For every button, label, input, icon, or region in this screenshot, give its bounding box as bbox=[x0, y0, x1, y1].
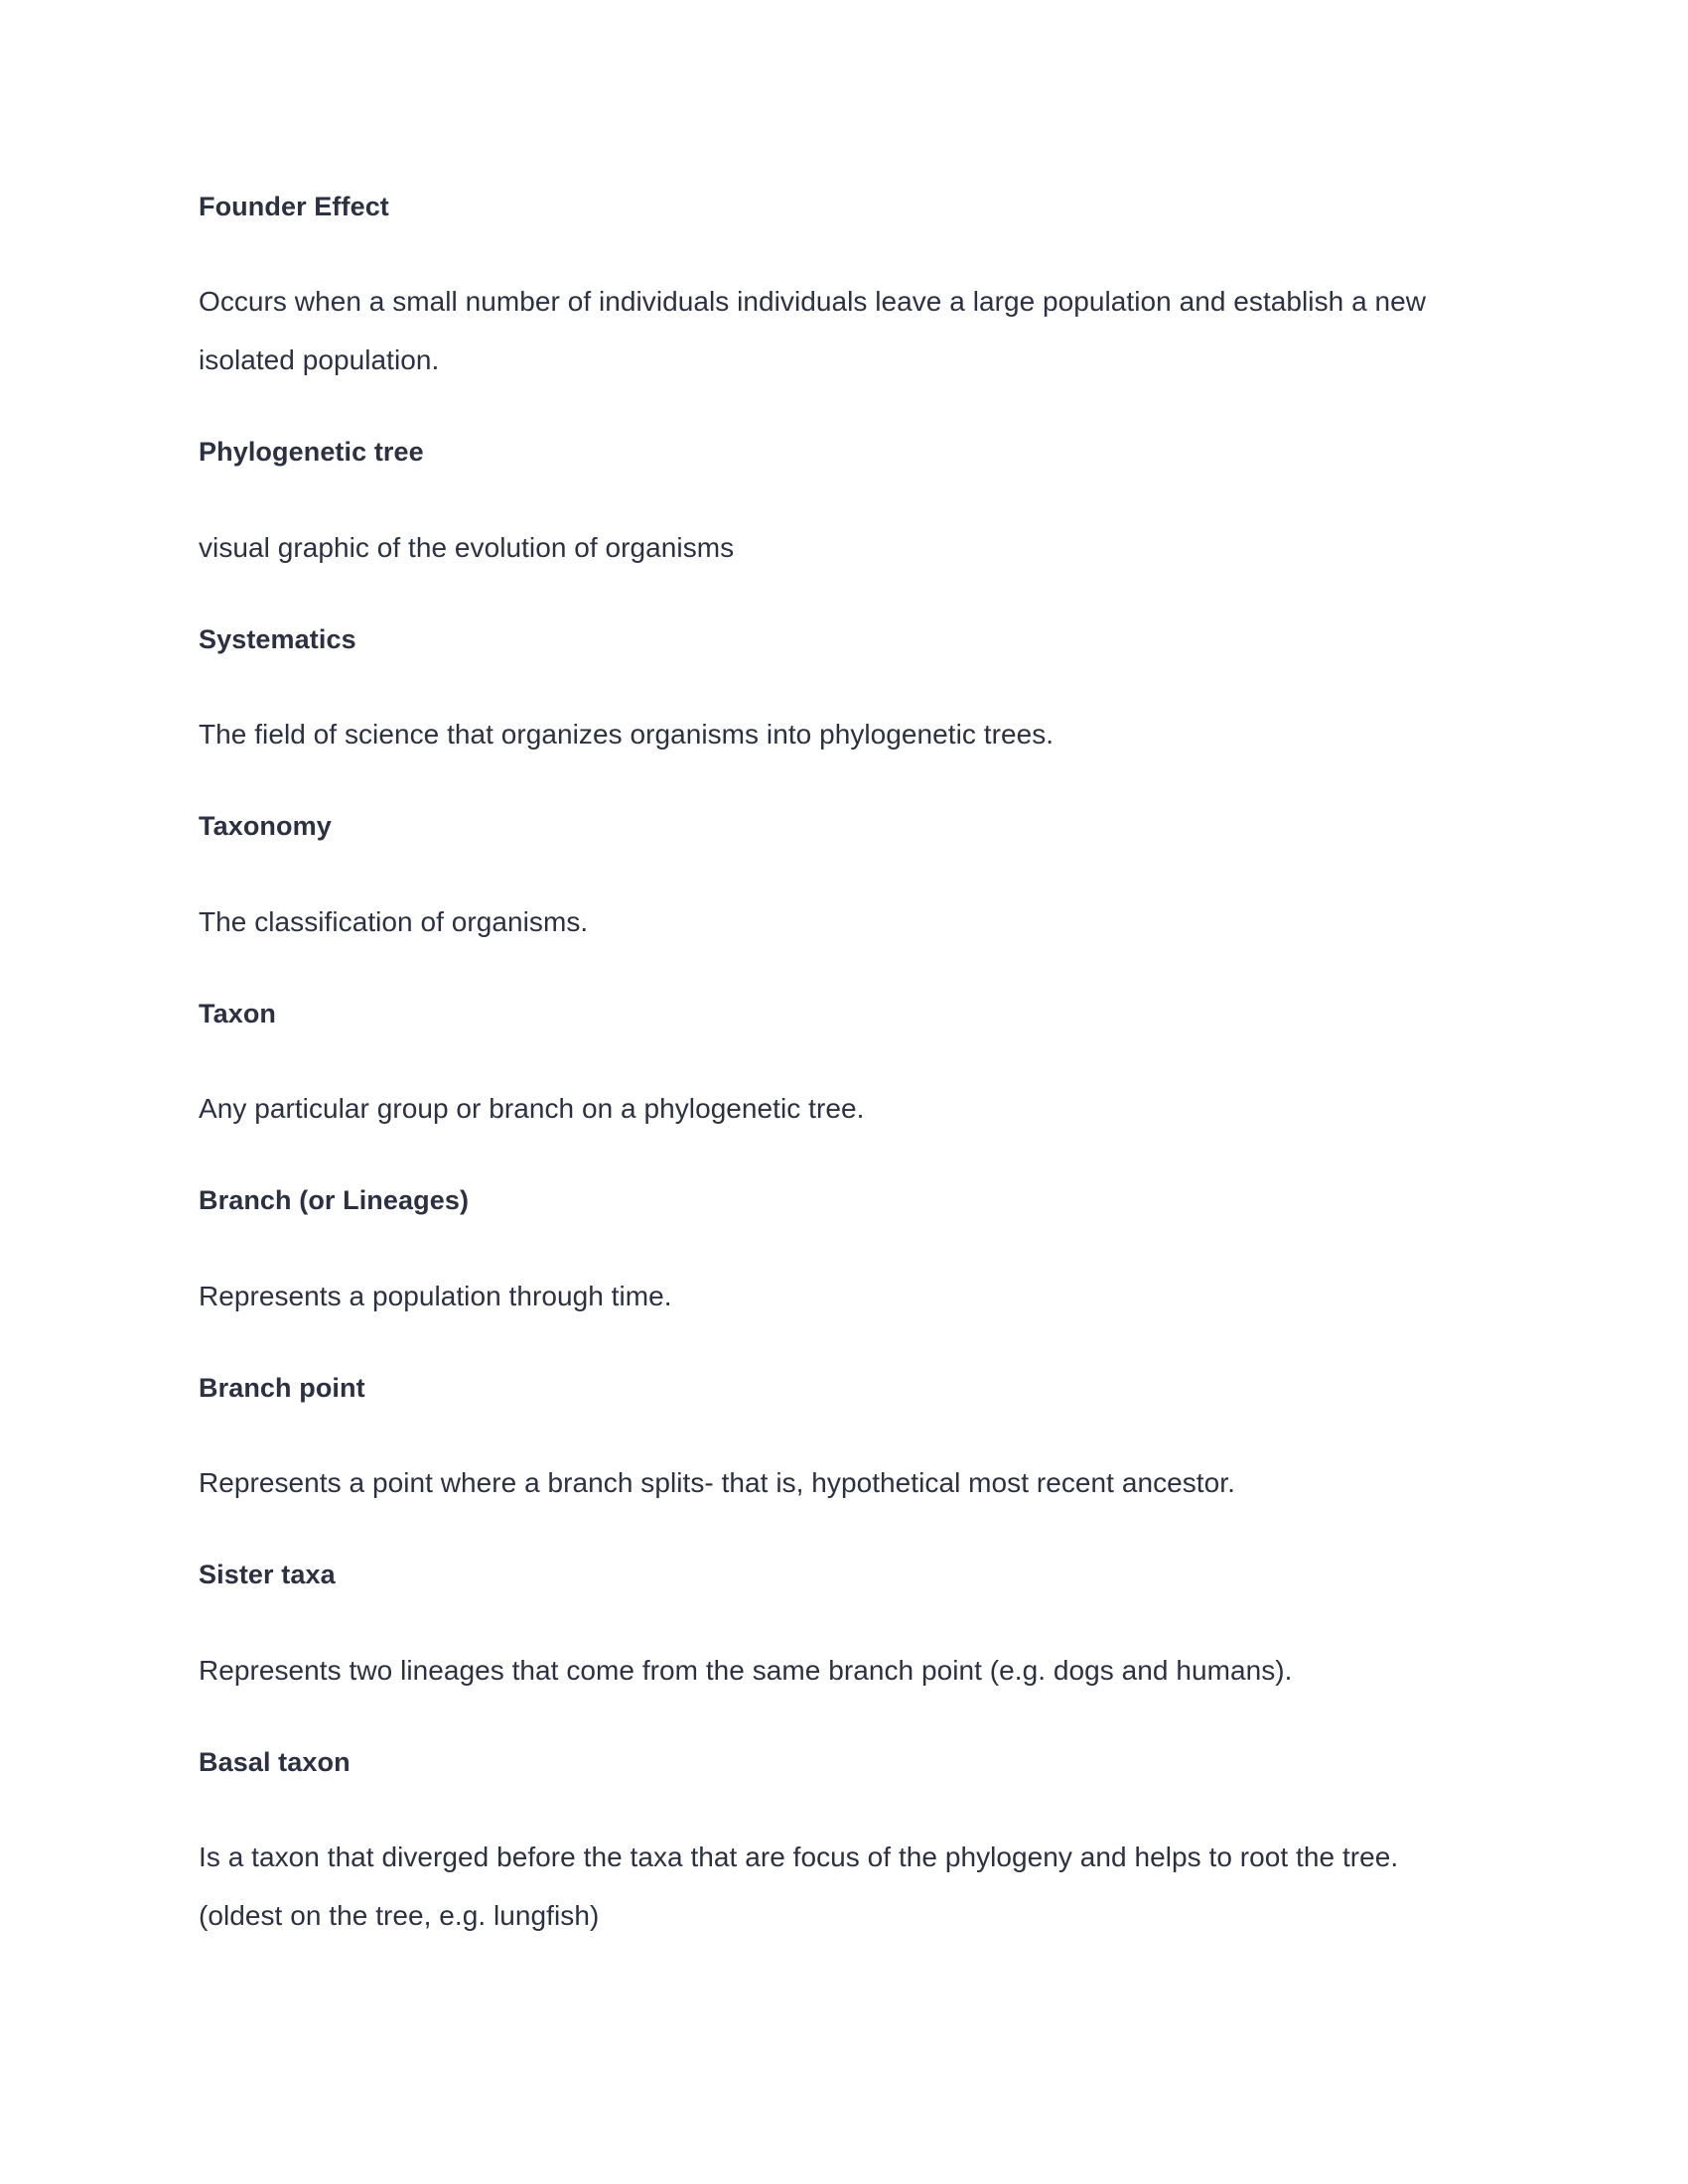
term-definition: Represents a population through time. bbox=[199, 1280, 672, 1311]
glossary-entry bbox=[199, 996, 1440, 1138]
glossary-entry bbox=[199, 189, 1440, 389]
term-heading: Sister taxa bbox=[199, 1560, 336, 1590]
term-heading: Branch point bbox=[199, 1372, 365, 1403]
glossary-entry bbox=[199, 1370, 1440, 1512]
term-definition: Occurs when a small number of individuals individuals leave a large population and establish a new isolated population. bbox=[199, 286, 1427, 376]
document-content bbox=[199, 189, 1440, 1945]
glossary-entry bbox=[199, 808, 1440, 950]
term-heading: Founder Effect bbox=[199, 192, 389, 221]
term-heading: Systematics bbox=[199, 623, 356, 654]
glossary-entry bbox=[199, 1744, 1440, 1945]
term-definition: The classification of organisms. bbox=[199, 905, 589, 937]
term-heading: Branch (or Lineages) bbox=[199, 1185, 470, 1216]
term-definition: visual graphic of the evolution of organisms bbox=[199, 531, 735, 563]
term-definition: The field of science that organizes organisms into phylogenetic trees. bbox=[199, 719, 1055, 751]
glossary-entry bbox=[199, 1557, 1440, 1699]
term-definition: Is a taxon that diverged before the taxa that are focus of the phylogeny and helps to root the tree. (oldest on the tree, e.g. lungfish) bbox=[199, 1841, 1399, 1931]
term-heading: Phylogenetic tree bbox=[199, 437, 424, 468]
glossary-entry bbox=[199, 621, 1440, 763]
term-heading: Taxon bbox=[199, 998, 277, 1028]
glossary-entry bbox=[199, 434, 1440, 576]
glossary-entry bbox=[199, 1182, 1440, 1324]
term-heading: Basal taxon bbox=[199, 1746, 351, 1777]
term-definition: Represents two lineages that come from the same branch point (e.g. dogs and humans). bbox=[199, 1654, 1293, 1686]
term-definition: Represents a point where a branch splits- that is, hypothetical most recent ancestor. bbox=[199, 1467, 1235, 1499]
term-definition: Any particular group or branch on a phylogenetic tree. bbox=[199, 1093, 865, 1125]
term-heading: Taxonomy bbox=[199, 811, 332, 842]
